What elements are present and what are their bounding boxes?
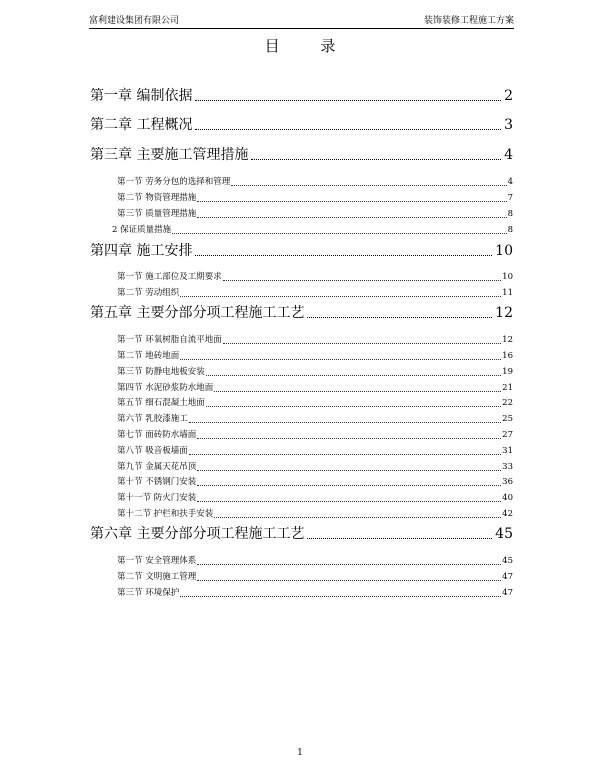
page-header bbox=[89, 14, 514, 29]
toc-entry-title: 第十一节 防火门安装 bbox=[117, 493, 197, 503]
toc-section-entry[interactable] bbox=[112, 225, 513, 236]
toc-entry-page: 45 bbox=[495, 526, 513, 542]
toc-entry-title: 第三节 质量管理措施 bbox=[117, 209, 197, 219]
toc-entry-title: 第六节 乳胶漆施工 bbox=[117, 414, 188, 424]
toc-entry-title: 第四节 水泥砂浆防水地面 bbox=[117, 383, 214, 393]
toc-entry-page: 33 bbox=[502, 462, 513, 472]
toc-entry-page: 27 bbox=[502, 430, 513, 440]
toc-dot-leader bbox=[251, 159, 501, 160]
toc-section-entry[interactable] bbox=[117, 288, 513, 299]
toc-dot-leader bbox=[195, 100, 501, 101]
toc-section-entry[interactable] bbox=[117, 351, 513, 362]
toc-entry-title: 第一节 施工部位及工期要求 bbox=[117, 272, 222, 282]
toc-entry-page: 47 bbox=[502, 588, 513, 598]
toc-dot-leader bbox=[197, 438, 501, 439]
toc-dot-leader bbox=[223, 280, 501, 281]
toc-dot-leader bbox=[214, 391, 501, 392]
toc-section-entry[interactable] bbox=[117, 588, 513, 599]
header-company: 富利建设集团有限公司 bbox=[89, 16, 180, 26]
toc-entry-page: 21 bbox=[502, 383, 513, 393]
toc-dot-leader bbox=[197, 564, 501, 565]
toc-section-entry[interactable] bbox=[117, 493, 513, 504]
toc-entry-page: 47 bbox=[502, 572, 513, 582]
toc-entry-title: 第二节 物资管理措施 bbox=[117, 193, 197, 203]
toc-section-entry[interactable] bbox=[117, 477, 513, 488]
toc-entry-page: 10 bbox=[502, 272, 513, 282]
toc-entry-page: 36 bbox=[502, 477, 513, 487]
page-number: 1 bbox=[297, 748, 303, 758]
toc-dot-leader bbox=[180, 359, 501, 360]
toc-section-entry[interactable] bbox=[117, 398, 513, 409]
toc-entry-title: 第一节 环氧树脂自流平地面 bbox=[117, 335, 222, 345]
toc-entry-page: 16 bbox=[502, 351, 513, 361]
toc-dot-leader bbox=[206, 375, 501, 376]
toc-entry-page: 42 bbox=[502, 509, 513, 519]
toc-dot-leader bbox=[180, 596, 501, 597]
toc-entry-page: 12 bbox=[495, 305, 513, 321]
toc-dot-leader bbox=[197, 201, 506, 202]
toc-entry-title: 第十节 不锈钢门安装 bbox=[117, 477, 197, 487]
toc-section-entry[interactable] bbox=[117, 367, 513, 378]
toc-entry-title: 第三节 环境保护 bbox=[117, 588, 180, 598]
toc-entry-page: 40 bbox=[502, 493, 513, 503]
toc-section-entry[interactable] bbox=[117, 446, 513, 457]
toc-dot-leader bbox=[231, 185, 506, 186]
toc-entry-page: 4 bbox=[507, 177, 513, 187]
toc-entry-title: 2 保证质量措施 bbox=[112, 225, 172, 235]
toc-entry-title: 第五章 主要分部分项工程施工工艺 bbox=[90, 305, 305, 321]
toc-entry-page: 12 bbox=[502, 335, 513, 345]
toc-dot-leader bbox=[206, 406, 501, 407]
toc-entry-page: 7 bbox=[507, 193, 513, 203]
toc-chapter-entry[interactable] bbox=[90, 116, 513, 134]
toc-entry-title: 第二章 工程概况 bbox=[90, 117, 193, 133]
toc-chapter-entry[interactable] bbox=[90, 146, 513, 164]
toc-dot-leader bbox=[189, 422, 501, 423]
toc-section-entry[interactable] bbox=[117, 272, 513, 283]
toc-entry-title: 第二节 劳动组织 bbox=[117, 288, 180, 298]
toc-entry-page: 10 bbox=[495, 243, 513, 259]
toc-entry-title: 第二节 地砖地面 bbox=[117, 351, 180, 361]
toc-entry-title: 第三章 主要施工管理措施 bbox=[90, 147, 249, 163]
toc-dot-leader bbox=[214, 517, 501, 518]
toc-entry-page: 19 bbox=[502, 367, 513, 377]
toc-entry-page: 22 bbox=[502, 398, 513, 408]
toc-entry-title: 第六章 主要分部分项工程施工工艺 bbox=[90, 526, 305, 542]
toc-entry-page: 4 bbox=[504, 147, 513, 163]
toc-entry-title: 第二节 文明施工管理 bbox=[117, 572, 197, 582]
toc-section-entry[interactable] bbox=[117, 177, 513, 188]
toc-dot-leader bbox=[197, 470, 501, 471]
toc-section-entry[interactable] bbox=[117, 209, 513, 220]
toc-entry-title: 第八节 吸音板墙面 bbox=[117, 446, 188, 456]
toc-entry-page: 8 bbox=[507, 225, 513, 235]
toc-entry-title: 第五节 细石混凝土地面 bbox=[117, 398, 205, 408]
toc-dot-leader bbox=[223, 343, 501, 344]
toc-entry-title: 第三节 防静电地板安装 bbox=[117, 367, 205, 377]
toc-section-entry[interactable] bbox=[117, 572, 513, 583]
toc-entry-title: 第四章 施工安排 bbox=[90, 243, 193, 259]
toc-entry-title: 第一节 安全管理体系 bbox=[117, 556, 197, 566]
toc-entry-title: 第七节 面砖防水墙面 bbox=[117, 430, 197, 440]
toc-entry-title: 第一节 劳务分包的选择和管理 bbox=[117, 177, 231, 187]
toc-section-entry[interactable] bbox=[117, 430, 513, 441]
toc-dot-leader bbox=[195, 129, 501, 130]
toc-entry-page: 3 bbox=[504, 117, 513, 133]
toc-chapter-entry[interactable] bbox=[90, 242, 513, 260]
toc-chapter-entry[interactable] bbox=[90, 87, 513, 105]
toc-entry-page: 45 bbox=[502, 556, 513, 566]
toc-section-entry[interactable] bbox=[117, 556, 513, 567]
toc-dot-leader bbox=[197, 485, 501, 486]
toc-dot-leader bbox=[180, 296, 501, 297]
toc-entry-page: 8 bbox=[507, 209, 513, 219]
toc-section-entry[interactable] bbox=[117, 335, 513, 346]
toc-title: 目 录 bbox=[264, 37, 354, 55]
toc-entry-page: 31 bbox=[502, 446, 513, 456]
toc-section-entry[interactable] bbox=[117, 462, 513, 473]
toc-entry-title: 第一章 编制依据 bbox=[90, 88, 193, 104]
toc-entry-title: 第十二节 护栏和扶手安装 bbox=[117, 509, 214, 519]
toc-dot-leader bbox=[197, 217, 506, 218]
toc-dot-leader bbox=[307, 538, 492, 539]
header-document-title: 装饰装修工程施工方案 bbox=[423, 16, 514, 26]
toc-dot-leader bbox=[189, 454, 501, 455]
toc-dot-leader bbox=[197, 580, 501, 581]
toc-chapter-entry[interactable] bbox=[90, 525, 513, 543]
toc-dot-leader bbox=[195, 255, 492, 256]
toc-entry-page: 11 bbox=[502, 288, 513, 298]
toc-section-entry[interactable] bbox=[117, 383, 513, 394]
toc-entry-title: 第九节 金属天花吊顶 bbox=[117, 462, 197, 472]
toc-section-entry[interactable] bbox=[117, 193, 513, 204]
toc-dot-leader bbox=[197, 501, 501, 502]
toc-dot-leader bbox=[307, 317, 492, 318]
toc-section-entry[interactable] bbox=[117, 509, 513, 520]
toc-section-entry[interactable] bbox=[117, 414, 513, 425]
toc-dot-leader bbox=[172, 233, 506, 234]
toc-entry-page: 2 bbox=[504, 88, 513, 104]
toc-chapter-entry[interactable] bbox=[90, 304, 513, 322]
toc-entry-page: 25 bbox=[502, 414, 513, 424]
